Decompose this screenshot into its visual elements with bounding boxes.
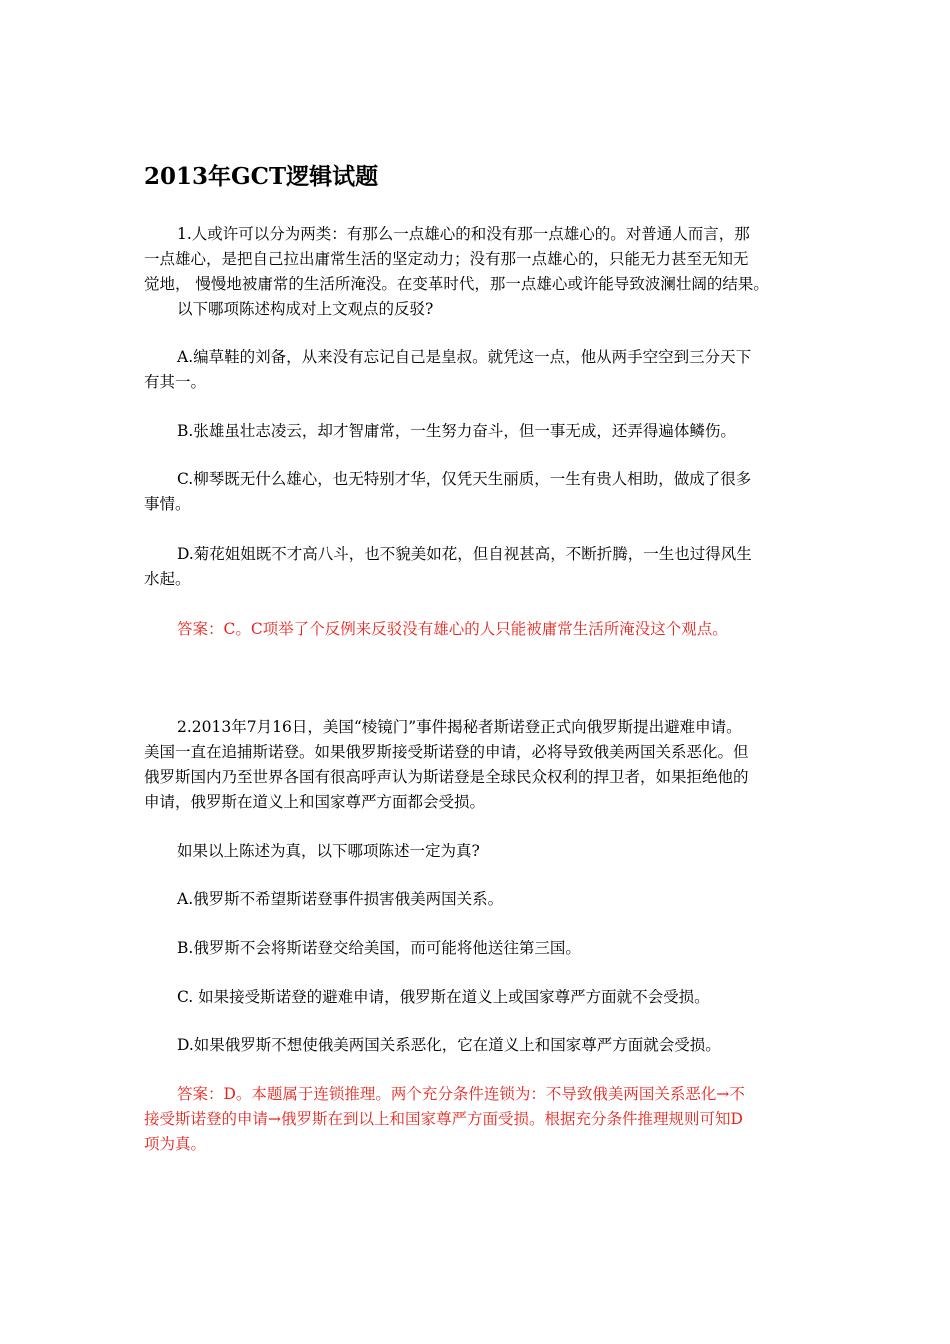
q2-answer-line: 接受斯诺登的申请→俄罗斯在到以上和国家尊严方面受损。根据充分条件推理规则可知D — [144, 1110, 743, 1128]
q1-option-c-line: C.柳琴既无什么雄心，也无特别才华，仅凭天生丽质，一生有贵人相助，做成了很多 — [177, 470, 752, 488]
q1-option-b — [144, 419, 814, 444]
q1-answer — [144, 617, 814, 642]
q1-option-b-line: B.张雄虽壮志凌云，却才智庸常，一生努力奋斗，但一事无成，还弄得遍体鳞伤。 — [177, 422, 736, 440]
q2-stem — [144, 715, 814, 815]
q1-stem-line: 觉地， 慢慢地被庸常的生活所淹没。在变革时代，那一点雄心或许能导致波澜壮阔的结果。 — [144, 275, 769, 293]
q1-stem — [144, 222, 814, 322]
q1-option-a — [144, 345, 814, 395]
q2-option-d — [144, 1033, 814, 1058]
q2-stem-line: 俄罗斯国内乃至世界各国有很高呼声认为斯诺登是全球民众权利的捍卫者，如果拒绝他的 — [144, 768, 749, 786]
q1-option-d-line: D.菊花姐姐既不才高八斗，也不貌美如花，但自视甚高，不断折腾，一生也过得风生 — [177, 545, 752, 563]
q2-option-a — [144, 887, 814, 912]
q2-stem-line: 2.2013年7月16日，美国“棱镜门”事件揭秘者斯诺登正式向俄罗斯提出避难申请。 — [177, 718, 742, 736]
q2-answer-line: 项为真。 — [144, 1135, 207, 1153]
q2-option-c-line: C. 如果接受斯诺登的避难申请，俄罗斯在道义上或国家尊严方面就不会受损。 — [177, 988, 710, 1006]
page-title: 2013年GCT逻辑试题 — [144, 163, 379, 190]
q2-stem-line: 申请，俄罗斯在道义上和国家尊严方面都会受损。 — [144, 793, 486, 811]
q2-option-c — [144, 985, 814, 1010]
q2-answer — [144, 1082, 814, 1157]
q2-option-d-line: D.如果俄罗斯不想使俄美两国关系恶化，它在道义上和国家尊严方面就会受损。 — [177, 1036, 721, 1054]
q2-question — [144, 839, 814, 864]
q1-option-a-line: 有其一。 — [144, 373, 207, 391]
q1-stem-line: 一点雄心，是把自己拉出庸常生活的坚定动力；没有那一点雄心的，只能无力甚至无知无 — [144, 250, 749, 268]
q2-option-a-line: A.俄罗斯不希望斯诺登事件损害俄美两国关系。 — [177, 890, 504, 908]
q1-option-d-line: 水起。 — [144, 570, 191, 588]
q1-stem-line: 1.人或许可以分为两类：有那么一点雄心的和没有那一点雄心的。对普通人而言，那 — [177, 225, 750, 243]
q1-option-a-line: A.编草鞋的刘备，从来没有忘记自己是皇叔。就凭这一点，他从两手空空到三分天下 — [177, 348, 752, 366]
q1-option-c — [144, 467, 814, 517]
q1-stem-line: 以下哪项陈述构成对上文观点的反驳? — [177, 300, 434, 318]
q1-option-c-line: 事情。 — [144, 495, 191, 513]
q1-answer-line: 答案：C。C项举了个反例来反驳没有雄心的人只能被庸常生活所淹没这个观点。 — [177, 620, 728, 638]
q2-question-line: 如果以上陈述为真，以下哪项陈述一定为真? — [177, 842, 480, 860]
q2-answer-line: 答案：D。本题属于连锁推理。两个充分条件连锁为：不导致俄美两国关系恶化→不 — [177, 1085, 745, 1103]
q2-option-b-line: B.俄罗斯不会将斯诺登交给美国，而可能将他送往第三国。 — [177, 939, 581, 957]
q2-option-b — [144, 936, 814, 961]
q1-option-d — [144, 542, 814, 592]
q2-stem-line: 美国一直在追捕斯诺登。如果俄罗斯接受斯诺登的申请，必将导致俄美两国关系恶化。但 — [144, 743, 749, 761]
